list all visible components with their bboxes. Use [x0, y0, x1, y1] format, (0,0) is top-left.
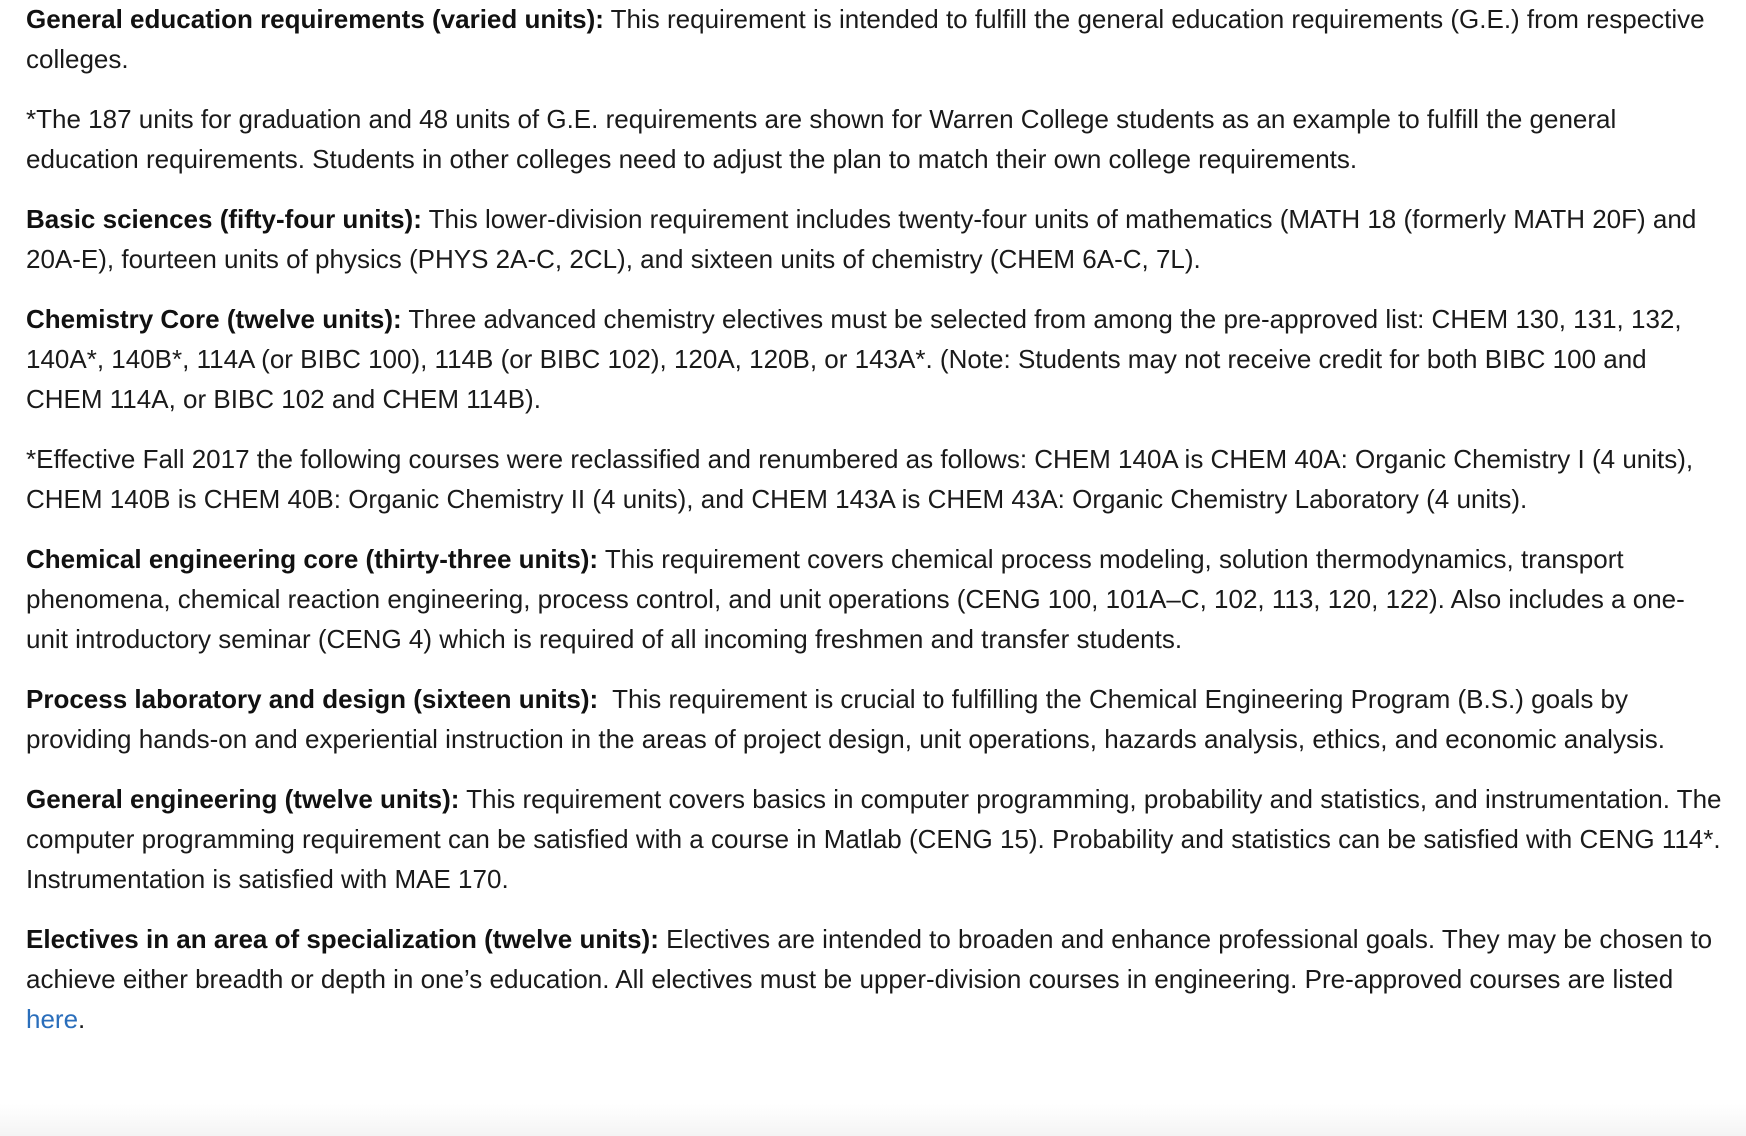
paragraph-basic-sciences	[26, 199, 1726, 279]
paragraph-electives	[26, 919, 1726, 1039]
electives-here-link[interactable]: here	[26, 1004, 79, 1034]
heading-general-engineering: General engineering (twelve units):	[26, 784, 460, 814]
paragraph-general-engineering	[26, 779, 1726, 899]
text-process-lab: This requirement is crucial to fulfilling the Chemical Engineering Program (B.S.) goals by providing hands-on and experiential instruction in the areas of project design, unit operations, hazards analysis, ethics, and economic analysis.	[26, 684, 1665, 754]
requirements-content	[26, 0, 1726, 1059]
heading-cheme-core: Chemical engineering core (thirty-three units):	[26, 544, 599, 574]
heading-general-education: General education requirements (varied units):	[26, 4, 604, 34]
text-cheme-core: This requirement covers chemical process modeling, solution thermodynamics, transport phenomena, chemical reaction engineering, process control, and unit operations (CENG 100, 101A–C, 102, 113, 120, 122). Also includes a one-unit introductory seminar (CENG 4) which is required of all incoming freshmen and transfer students.	[26, 544, 1685, 654]
paragraph-general-education	[26, 0, 1726, 79]
heading-process-lab: Process laboratory and design (sixteen units):	[26, 684, 599, 714]
paragraph-fall-2017-note	[26, 439, 1726, 519]
bottom-fade	[0, 1104, 1746, 1136]
text-basic-sciences: This lower-division requirement includes twenty-four units of mathematics (MATH 18 (formerly MATH 20F) and 20A-E), fourteen units of physics (PHYS 2A-C, 2CL), and sixteen units of chemistry (CHEM 6A-C, 7L).	[26, 204, 1697, 274]
text-chemistry-core: Three advanced chemistry electives must be selected from among the pre-approved list: CHEM 130, 131, 132, 140A*, 140B*, 114A (or BIBC 100), 114B (or BIBC 102), 120A, 120B, or 143A*. (Note: Students may not receive credit for both BIBC 100 and CHEM 114A, or BIBC 102 and CHEM 114B).	[26, 304, 1682, 414]
text-warren-note: *The 187 units for graduation and 48 units of G.E. requirements are shown for Warren College students as an example to fulfill the general education requirements. Students in other colleges need to adjust the plan to match their own college requirements.	[26, 104, 1617, 174]
text-fall-2017-note: *Effective Fall 2017 the following courses were reclassified and renumbered as follows: CHEM 140A is CHEM 40A: Organic Chemistry I (4 units), CHEM 140B is CHEM 40B: Organic Chemistry II (4 units), and CHEM 143A is CHEM 43A: Organic Chemistry Laboratory (4 units).	[26, 444, 1694, 514]
text-general-engineering: This requirement covers basics in computer programming, probability and statistics, and instrumentation. The computer programming requirement can be satisfied with a course in Matlab (CENG 15). Probability and statistics can be satisfied with CENG 114*. Instrumentation is satisfied with MAE 170.	[26, 784, 1722, 894]
paragraph-process-lab	[26, 679, 1726, 759]
text-general-education: This requirement is intended to fulfill the general education requirements (G.E.) from respective colleges.	[26, 4, 1705, 74]
paragraph-warren-note	[26, 99, 1726, 179]
paragraph-chemistry-core	[26, 299, 1726, 419]
heading-chemistry-core: Chemistry Core (twelve units):	[26, 304, 402, 334]
heading-basic-sciences: Basic sciences (fifty-four units):	[26, 204, 422, 234]
heading-electives: Electives in an area of specialization (twelve units):	[26, 924, 659, 954]
text-electives: Electives are intended to broaden and enhance professional goals. They may be chosen to achieve either breadth or depth in one’s education. All electives must be upper-division courses in engineering. Pre-approved courses are listed	[26, 924, 1713, 994]
paragraph-cheme-core	[26, 539, 1726, 659]
text-electives-end: .	[78, 1004, 86, 1034]
